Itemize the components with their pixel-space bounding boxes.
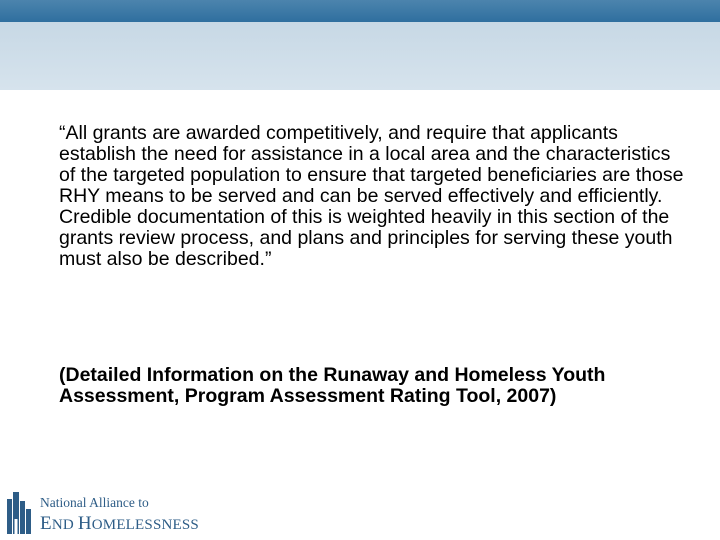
organization-logo [6, 489, 199, 535]
house-logo-icon [6, 489, 32, 535]
quote-text: “All grants are awarded competitively, and require that applicants establish the need for assistance in a local area and the characteristics of the targeted population to ensure that targeted beneficiaries are those RHY means to be served and can be served effectively and efficiently. Credible documentation of this is weighted heavily in this section of the grants review process, and plans and principles for serving these youth must also be described.” [59, 122, 684, 270]
logo-initial-e: E [40, 513, 52, 534]
logo-initial-h: H [77, 513, 92, 534]
logo-text-line2 [40, 513, 199, 535]
top-stripe [0, 0, 720, 22]
header-band [0, 22, 720, 90]
citation-text: (Detailed Information on the Runaway and Homeless Youth Assessment, Program Assessment Rating Tool, 2007) [59, 364, 606, 407]
logo-word-end: ND [51, 517, 78, 533]
logo-word-homelessness: OMELESSNESS [91, 517, 199, 533]
logo-text-line1: National Alliance to [40, 495, 149, 510]
